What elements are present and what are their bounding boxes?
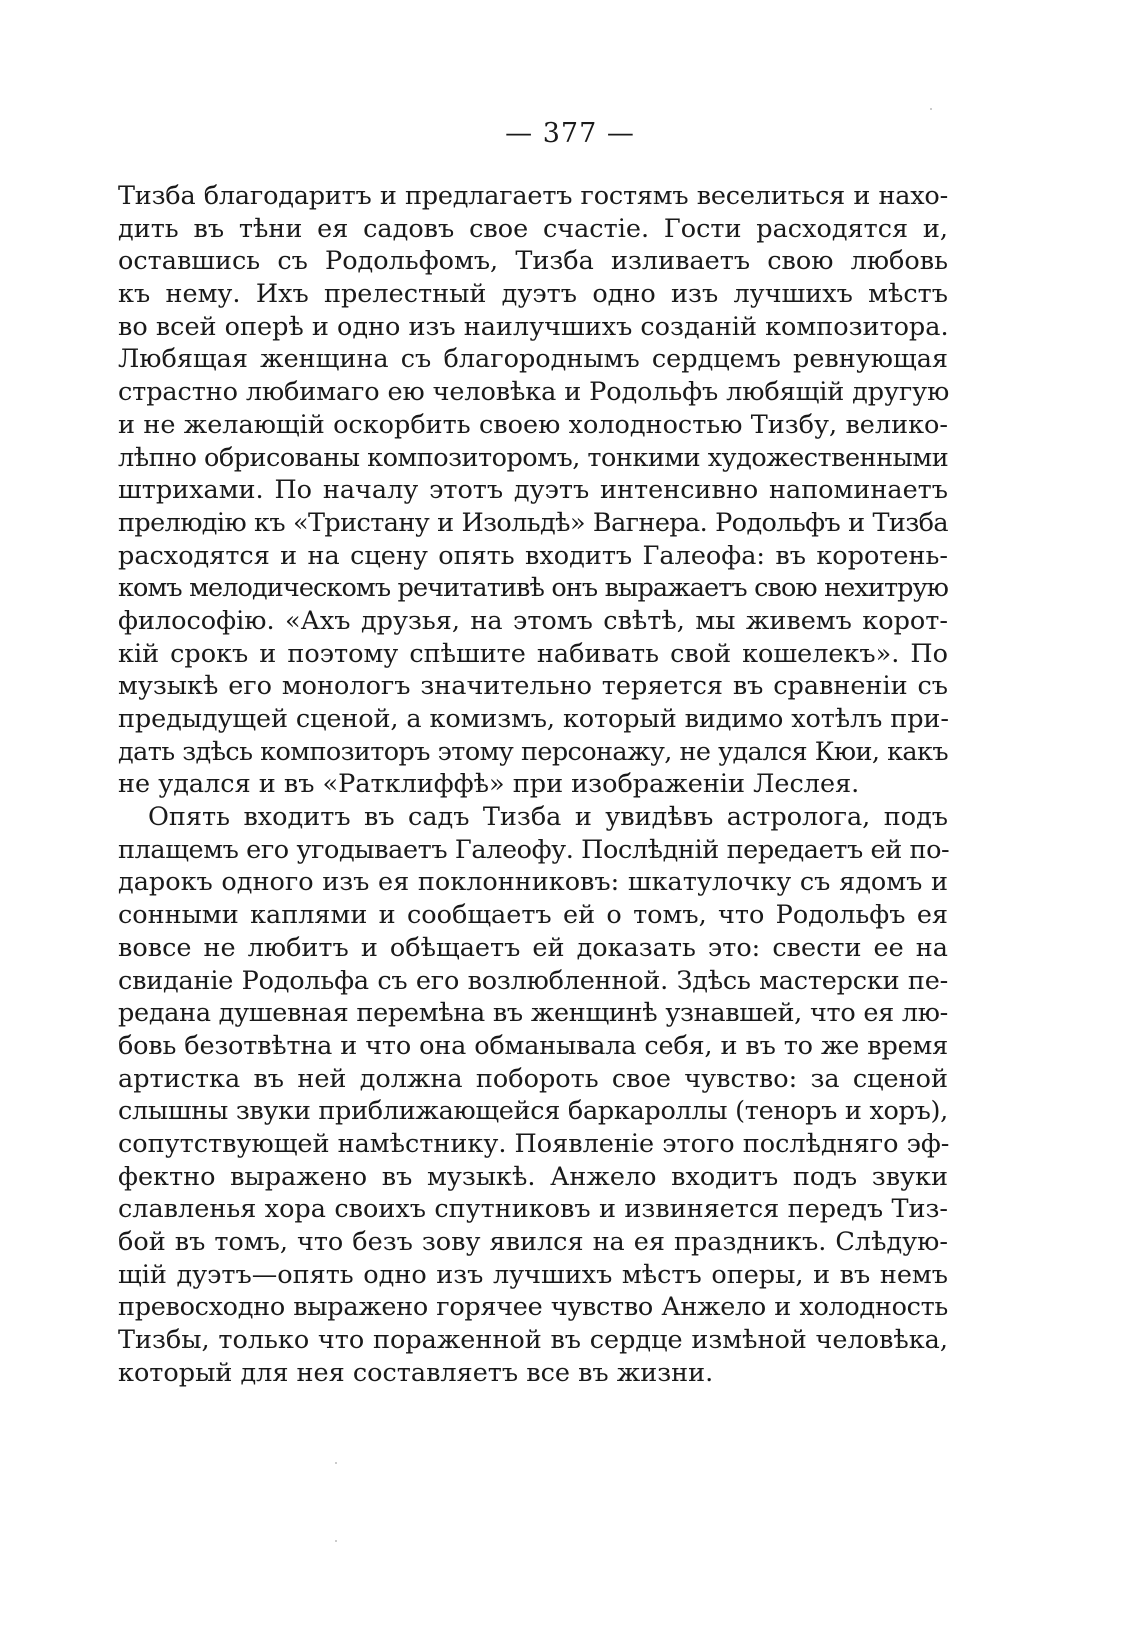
text-line: философію. «Ахъ друзья, на этомъ свѣтѣ, мы живемъ корот-: [118, 605, 948, 636]
text-line: во всей оперѣ и одно изъ наилучшихъ созданій композитора.: [118, 311, 949, 342]
paragraph-1: [118, 180, 948, 801]
text-line: сонными каплями и сообщаетъ ей о томъ, что Родольфъ ея: [118, 900, 948, 931]
text-line: плащемъ его угодываетъ Галеофу. Послѣдній передаетъ ей по-: [118, 834, 950, 865]
text-line: не удался и въ «Ратклиффѣ» при изображеніи Леслея.: [118, 769, 860, 800]
text-line: Любящая женщина съ благороднымъ сердцемъ ревнующая: [118, 344, 948, 375]
text-line: щій дуэтъ—опять одно изъ лучшихъ мѣстъ оперы, и въ немъ: [118, 1259, 948, 1290]
scan-speck: [930, 108, 932, 110]
text-line: редана душевная перемѣна въ женщинѣ узнавшей, что ея лю-: [118, 998, 948, 1029]
text-line: и не желающій оскорбить своею холодностью Тизбу, велико-: [118, 409, 948, 440]
text-line: дарокъ одного изъ ея поклонниковъ: шкатулочку съ ядомъ и: [118, 867, 948, 898]
text-line: который для нея составляетъ все въ жизни.: [118, 1357, 714, 1388]
text-line: артистка въ ней должна побороть свое чувство: за сценой: [118, 1063, 948, 1094]
text-line: свиданіе Родольфа съ его возлюбленной. Здѣсь мастерски пе-: [118, 965, 948, 996]
text-line: музыкѣ его монологъ значительно теряется въ сравненіи съ: [118, 671, 948, 702]
scan-speck: [335, 1462, 337, 1464]
scan-speck: [335, 1540, 337, 1542]
text-line: расходятся и на сцену опять входитъ Галеофа: въ коротень-: [118, 540, 948, 571]
text-line: Тизбы, только что пораженной въ сердце измѣной человѣка,: [118, 1325, 948, 1356]
text-line: дать здѣсь композиторъ этому персонажу, не удался Кюи, какъ: [118, 736, 948, 767]
text-line: страстно любимаго ею человѣка и Родольфъ любящій другую: [118, 377, 950, 408]
text-line: фектно выражено въ музыкѣ. Анжело входитъ подъ звуки: [118, 1161, 948, 1192]
text-line: Опять входитъ въ садъ Тизба и увидѣвъ астролога, подъ: [148, 802, 948, 833]
text-line: предыдущей сценой, а комизмъ, который видимо хотѣлъ при-: [118, 704, 949, 734]
text-line: къ нему. Ихъ прелестный дуэтъ одно изъ лучшихъ мѣстъ: [118, 279, 948, 310]
text-line: прелюдію къ «Тристану и Изольдѣ» Вагнера. Родольфъ и Тизба: [118, 507, 948, 538]
text-line: оставшись съ Родольфомъ, Тизба изливаетъ свою любовь: [118, 246, 948, 277]
text-line: славленья хора своихъ спутниковъ и извиняется передъ Тиз-: [118, 1194, 948, 1225]
text-line: сопутствующей намѣстнику. Появленіе этого послѣдняго эф-: [118, 1128, 950, 1159]
text-line: превосходно выражено горячее чувство Анжело и холодность: [118, 1292, 948, 1323]
page-number: — 377 —: [505, 118, 635, 149]
text-line: штрихами. По началу этотъ дуэтъ интенсивно напоминаетъ: [118, 475, 948, 506]
text-line: слышны звуки приближающейся баркароллы (теноръ и хоръ),: [118, 1096, 948, 1127]
body-text: [118, 180, 948, 1389]
text-line: кій срокъ и поэтому спѣшите набивать свой кошелекъ». По: [118, 638, 948, 669]
text-line: вовсе не любитъ и обѣщаетъ ей доказать это: свести ее на: [118, 932, 948, 963]
text-line: комъ мелодическомъ речитативѣ онъ выражаетъ свою нехитрую: [118, 573, 948, 604]
text-line: бовь безотвѣтна и что она обманывала себя, и въ то же время: [118, 1030, 948, 1061]
text-line: дить въ тѣни ея садовъ свое счастіе. Гости расходятся и,: [118, 213, 948, 244]
paragraph-2: [118, 801, 948, 1389]
text-line: бой въ томъ, что безъ зову явился на ея праздникъ. Слѣдую-: [118, 1227, 948, 1257]
text-line: Тизба благодаритъ и предлагаетъ гостямъ веселиться и нахо-: [118, 181, 948, 211]
text-line: лѣпно обрисованы композиторомъ, тонкими художественными: [118, 442, 949, 473]
